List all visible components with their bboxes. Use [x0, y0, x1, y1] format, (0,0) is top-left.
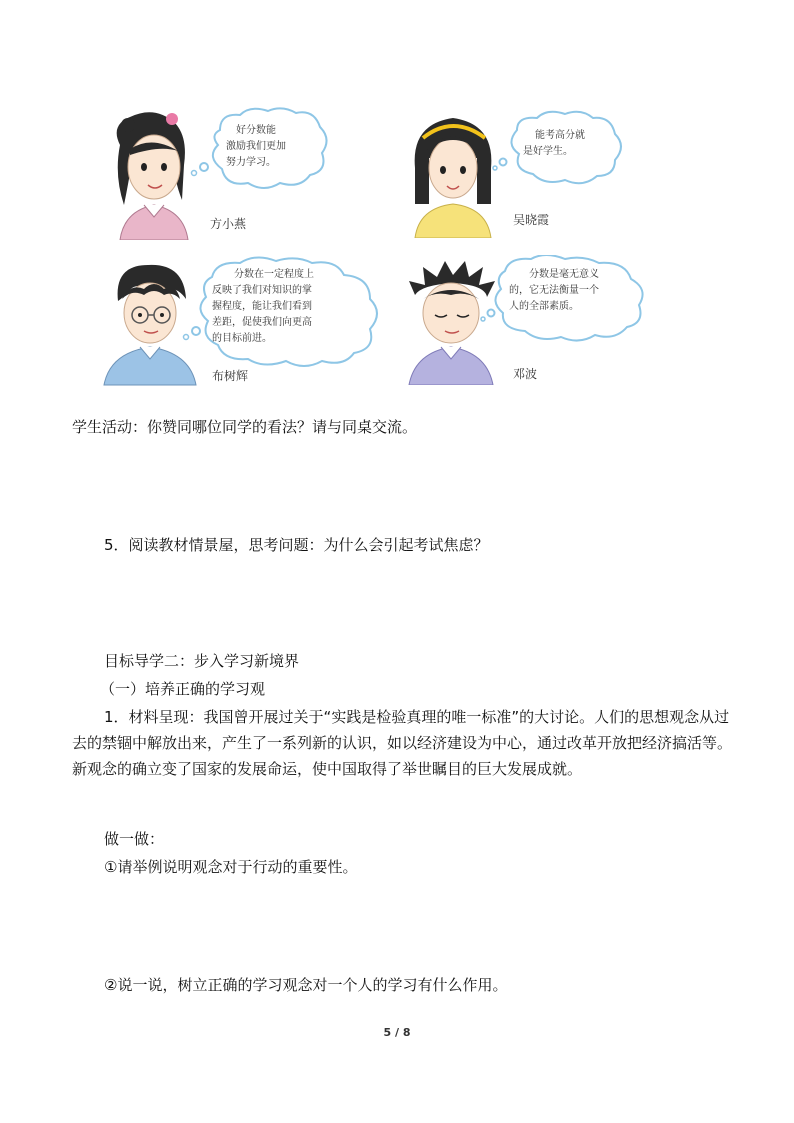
character-name: 方小燕 — [210, 217, 247, 231]
speech-line: 的，它无法衡量一个 — [509, 285, 599, 296]
student-activity: 学生活动：你赞同哪位同学的看法？请与同桌交流。 — [72, 418, 418, 436]
speech-line: 好分数能 — [236, 125, 276, 136]
speech-line: 差距，促使我们向更高 — [212, 317, 312, 328]
speech-line: 反映了我们对知识的掌 — [212, 285, 312, 296]
section-title: 目标导学二：步入学习新境界 — [104, 652, 300, 670]
speech-line: 激励我们更加 — [226, 141, 286, 152]
task-1: ①请举例说明观念对于行动的重要性。 — [104, 858, 358, 876]
speech-line: 是好学生。 — [523, 146, 573, 157]
question-5: 5．阅读教材情景屋，思考问题：为什么会引起考试焦虑？ — [104, 536, 489, 554]
page-number: 5 / 8 — [383, 1026, 411, 1039]
material-paragraph: 1．材料呈现：我国曾开展过关于“实践是检验真理的唯一标准”的大讨论。人们的思想观念从过去的禁锢中解放出来，产生了一系列新的认识，如以经济建设为中心，通过改革开放把经济搞活等。新观念的确立变了国家的发展命运，使中国取得了举世瞩目的巨大发展成就。 — [72, 708, 733, 778]
speech-line: 能考高分就 — [535, 130, 585, 141]
character-panel-fang-xiaoyan — [100, 105, 340, 240]
character-name: 吴晓霞 — [513, 213, 550, 227]
character-panel-deng-bo — [405, 255, 655, 385]
speech-bubble-wu-xiaoxia — [523, 128, 619, 160]
speech-line: 握程度，能让我们看到 — [212, 301, 312, 312]
speech-bubble-bu-shuhui — [212, 267, 380, 347]
character-name: 邓波 — [513, 367, 538, 381]
speech-line: 分数在一定程度上 — [234, 269, 314, 280]
do-it-heading: 做一做： — [104, 830, 165, 848]
subsection-title: （一）培养正确的学习观 — [100, 680, 266, 698]
character-name: 布树辉 — [212, 369, 249, 383]
character-panel-bu-shuhui — [100, 255, 390, 390]
speech-line: 努力学习。 — [226, 157, 276, 168]
speech-line: 分数是毫无意义 — [529, 269, 599, 280]
task-2: ②说一说，树立正确的学习观念对一个人的学习有什么作用。 — [104, 976, 508, 994]
speech-line: 人的全部素质。 — [509, 301, 579, 312]
character-panel-wu-xiaoxia — [405, 108, 645, 238]
speech-bubble-deng-bo — [509, 267, 639, 315]
speech-line: 的目标前进。 — [212, 333, 272, 344]
speech-bubble-fang-xiaoyan — [226, 123, 326, 171]
